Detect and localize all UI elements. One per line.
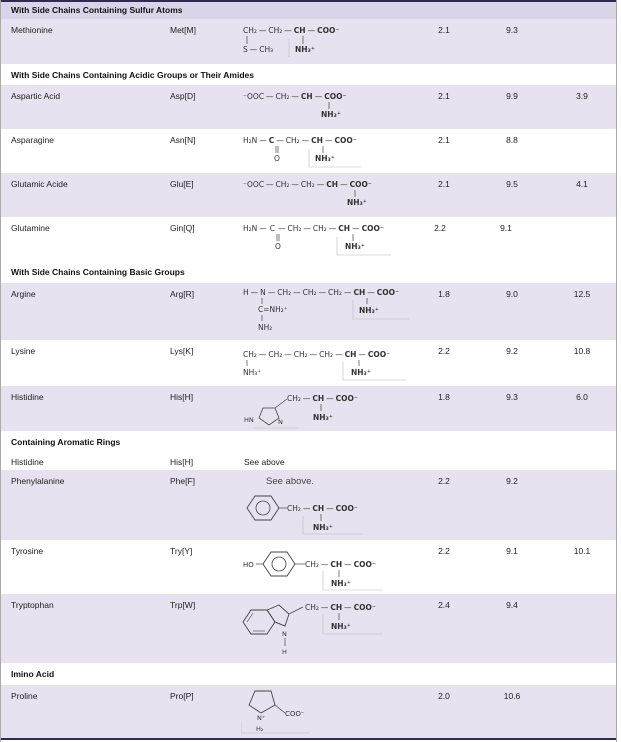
- amino-acid-name: Lysine: [11, 346, 36, 356]
- amino-acid-abbr: Asn[N]: [170, 135, 196, 145]
- value-pkr: 10.8: [573, 346, 591, 356]
- table-row-tyrosine: [1, 540, 616, 594]
- section-header-imino: [1, 663, 616, 685]
- svg-text:CH₂—CH—COO⁻: CH₂ — CH — COO⁻: [305, 560, 376, 569]
- svg-text:NH₃⁺: NH₃⁺: [351, 368, 371, 377]
- amino-acid-name: Argine: [11, 289, 36, 299]
- value-pk2: 9.3: [506, 25, 518, 35]
- table-row-argine: [1, 283, 616, 340]
- section-header-aromatic: [1, 431, 616, 453]
- svg-text:NH₃⁺: NH₃⁺: [313, 413, 333, 422]
- value-pk1: 2.0: [438, 691, 450, 701]
- svg-text:HN: HN: [244, 416, 254, 424]
- svg-text:HO: HO: [243, 561, 254, 569]
- svg-text:CH₂—CH—COO⁻: CH₂ — CH — COO⁻: [305, 603, 376, 612]
- aspartic-acid-structure: [241, 85, 381, 129]
- amino-acid-name: Aspartic Acid: [11, 91, 61, 101]
- svg-text:NH₃⁺: NH₃⁺: [313, 523, 333, 532]
- table-row-glutamine: [1, 217, 616, 261]
- svg-text:NH₃⁺: NH₃⁺: [243, 368, 262, 377]
- section-title: With Side Chains Containing Sulfur Atoms: [11, 5, 183, 15]
- svg-text:H—N—CH₂—CH₂—CH₂—CH—COO⁻: H — N — CH₂ — CH₂ — CH₂ — CH — COO⁻: [243, 288, 399, 297]
- amino-acid-abbr: Met[M]: [170, 25, 196, 35]
- svg-text:S—CH₃: S — CH₃: [243, 45, 274, 54]
- see-above-note: See above.: [266, 476, 315, 487]
- svg-text:CH₂—CH—COO⁻: CH₂ — CH — COO⁻: [287, 504, 358, 513]
- tyrosine-structure: [241, 540, 401, 594]
- value-pk1: 2.2: [438, 546, 450, 556]
- svg-text:NH₃⁺: NH₃⁺: [315, 154, 335, 163]
- value-pk2: 9.1: [500, 223, 512, 233]
- amino-acid-abbr: Trp[W]: [170, 600, 196, 610]
- svg-text:NH₃⁺: NH₃⁺: [295, 45, 315, 54]
- argine-structure: [241, 283, 421, 340]
- table-bottom-rule: [1, 738, 616, 740]
- table-row-glutamic-acid: [1, 173, 616, 217]
- value-pk1: 1.8: [438, 392, 450, 402]
- value-pkr: 10.1: [573, 546, 591, 556]
- value-pk2: 9.2: [506, 346, 518, 356]
- svg-text:CH₂—CH—COO⁻: CH₂ — CH — COO⁻: [287, 394, 358, 403]
- svg-text:C=NH₂⁺: C=NH₂⁺: [258, 305, 288, 314]
- amino-acid-name: Glutamine: [11, 223, 50, 233]
- amino-acid-abbr: Phe[F]: [170, 476, 196, 486]
- asparagine-structure: [241, 129, 381, 173]
- value-pk1: 2.1: [438, 179, 450, 189]
- value-pk2: 9.9: [506, 91, 518, 101]
- value-pk1: 2.1: [438, 25, 450, 35]
- value-pk2: 8.8: [506, 135, 518, 145]
- amino-acid-name: Proline: [11, 691, 38, 701]
- section-title: With Side Chains Containing Acidic Groups or Their Amides: [11, 70, 254, 80]
- section-title: With Side Chains Containing Basic Groups: [11, 267, 185, 277]
- table-row-asparagine: [1, 129, 616, 173]
- amino-acid-name: Asparagine: [11, 135, 55, 145]
- value-pk1: 2.2: [438, 476, 450, 486]
- svg-text:NH₃⁺: NH₃⁺: [359, 306, 379, 315]
- section-title: Containing Aromatic Rings: [11, 437, 121, 447]
- value-pk2: 9.5: [506, 179, 518, 189]
- amino-acid-abbr: Arg[R]: [170, 289, 195, 299]
- value-pk1: 2.1: [438, 91, 450, 101]
- svg-text:NH₃⁺: NH₃⁺: [345, 242, 365, 251]
- table-row-histidine-aromatic: [1, 453, 616, 470]
- svg-text:N⁺: N⁺: [257, 714, 266, 722]
- section-header-sulfur: [1, 0, 616, 19]
- see-above-note: See above: [244, 457, 285, 467]
- table-row-aspartic-acid: [1, 85, 616, 129]
- table-row-methionine: [1, 19, 616, 64]
- table-row-proline: [1, 685, 616, 738]
- amino-acid-abbr: His[H]: [170, 457, 194, 467]
- section-header-basic: [1, 261, 616, 283]
- amino-acid-name: Histidine: [11, 457, 44, 467]
- section-title: Imino Acid: [11, 669, 55, 679]
- svg-text:NH₃⁺: NH₃⁺: [331, 622, 351, 631]
- value-pkr: 4.1: [576, 179, 588, 189]
- glutamine-structure: [241, 217, 411, 261]
- methionine-structure: [241, 19, 381, 64]
- value-pk1: 2.4: [438, 600, 450, 610]
- table-row-tryptophan: [1, 594, 616, 663]
- svg-text:NH₃⁺: NH₃⁺: [347, 198, 367, 207]
- amino-acid-name: Methionine: [11, 25, 53, 35]
- value-pk1: 2.1: [438, 135, 450, 145]
- amino-acid-name: Tyrosine: [11, 546, 44, 556]
- value-pk2: 10.6: [503, 691, 521, 701]
- section-header-acidic: [1, 64, 616, 85]
- value-pk1: 2.2: [434, 223, 446, 233]
- phenylalanine-structure: [241, 470, 391, 540]
- value-pk2: 9.4: [506, 600, 518, 610]
- value-pkr: 12.5: [573, 289, 591, 299]
- amino-acid-abbr: Gin[Q]: [170, 223, 195, 233]
- value-pk2: 9.2: [506, 476, 518, 486]
- value-pk1: 1.8: [438, 289, 450, 299]
- svg-text:H: H: [282, 648, 287, 656]
- value-pkr: 6.0: [576, 392, 588, 402]
- value-pk2: 9.3: [506, 392, 518, 402]
- glutamic-acid-structure: [241, 173, 401, 217]
- svg-text:⁻OOC—CH₂—CH—COO⁻: ⁻OOC — CH₂ — CH — COO⁻: [243, 92, 347, 101]
- amino-acid-abbr: Pro[P]: [170, 691, 194, 701]
- table-row-histidine: [1, 386, 616, 431]
- svg-text:H₂N—C—CH₂—CH₂—CH—COO⁻: H₂N — C — CH₂ — CH₂ — CH — COO⁻: [243, 224, 384, 233]
- amino-acid-abbr: Try[Y]: [170, 546, 193, 556]
- histidine-structure: [241, 386, 381, 431]
- table-row-lysine: [1, 340, 616, 386]
- table-row-phenylalanine: [1, 470, 616, 540]
- svg-text:NH₃⁺: NH₃⁺: [331, 579, 351, 588]
- svg-text:H₂: H₂: [256, 725, 264, 733]
- svg-text:CH₂—CH₂—CH₂—CH₂—CH—COO⁻: CH₂ — CH₂ — CH₂ — CH₂ — CH — COO⁻: [243, 350, 391, 359]
- svg-text:CH₂—CH₂—CH—COO⁻: CH₂ — CH₂ — CH — COO⁻: [243, 26, 340, 35]
- svg-text:O: O: [275, 242, 281, 251]
- svg-text:NH₂: NH₂: [258, 323, 273, 332]
- amino-acid-name: Glutamic Acide: [11, 179, 68, 189]
- amino-acid-name: Histidine: [11, 392, 44, 402]
- value-pk2: 9.0: [506, 289, 518, 299]
- svg-text:NH₃⁺: NH₃⁺: [321, 110, 341, 119]
- value-pkr: 3.9: [576, 91, 588, 101]
- amino-acid-name: Phenylalanine: [11, 476, 65, 486]
- svg-text:N: N: [282, 630, 287, 638]
- svg-text:COO⁻: COO⁻: [285, 710, 305, 718]
- svg-text:O: O: [274, 154, 280, 163]
- tryptophan-structure: [241, 594, 401, 663]
- lysine-structure: [241, 340, 421, 386]
- svg-text:N: N: [278, 418, 283, 426]
- svg-text:⁻OOC—CH₂—CH₂—CH—COO⁻: ⁻OOC — CH₂ — CH₂ — CH — COO⁻: [243, 180, 372, 189]
- svg-text:H₂N—C—CH₂—CH—COO⁻: H₂N — C — CH₂ — CH — COO⁻: [243, 136, 357, 145]
- amino-acid-name: Tryptophan: [11, 600, 54, 610]
- amino-acid-abbr: His[H]: [170, 392, 194, 402]
- amino-acid-abbr: Asp[D]: [170, 91, 196, 101]
- amino-acid-abbr: Lys[K]: [170, 346, 194, 356]
- amino-acid-abbr: Glu[E]: [170, 179, 194, 189]
- value-pk2: 9.1: [506, 546, 518, 556]
- value-pk1: 2.2: [438, 346, 450, 356]
- proline-structure: [241, 685, 361, 738]
